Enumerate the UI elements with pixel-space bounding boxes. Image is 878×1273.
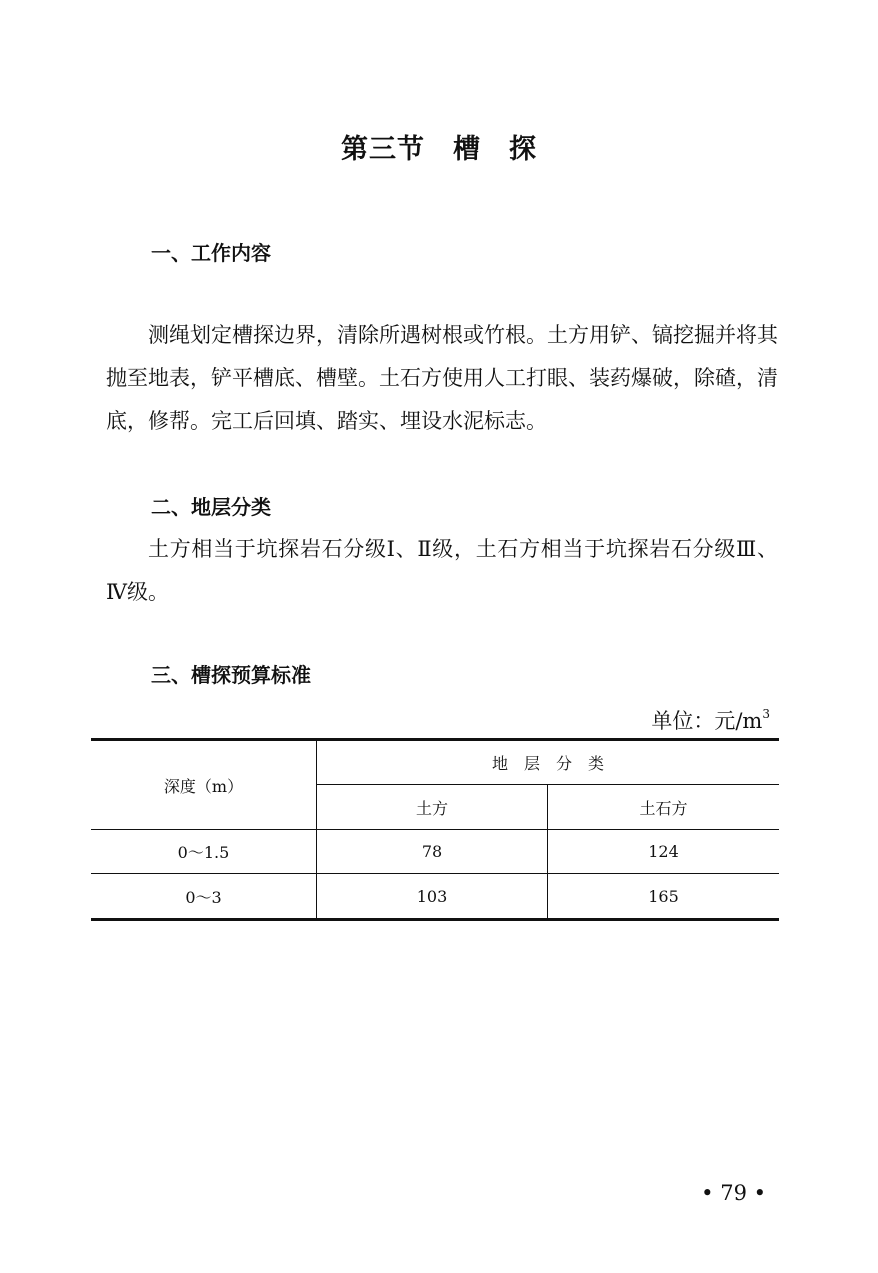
heading-stratum-classification: 二、地层分类 — [151, 495, 271, 519]
page-number: • 79 • — [701, 1181, 766, 1205]
earth-rock-header: 土石方 — [548, 785, 780, 830]
stratum-paragraph: 土方相当于坑探岩石分级Ⅰ、Ⅱ级，土石方相当于坑探岩石分级Ⅲ、Ⅳ级。 — [106, 537, 778, 604]
unit-label — [651, 701, 770, 736]
depth-cell: 0～1.5 — [91, 830, 317, 874]
work-content-paragraph: 测绳划定槽探边界，清除所遇树根或竹根。土方用铲、镐挖掘并将其抛至地表，铲平槽底、槽壁。土石方使用人工打眼、装药爆破，除碴，清底，修帮。完工后回填、踏实、埋设水泥标志。 — [106, 323, 778, 433]
earth-rock-cell: 165 — [548, 874, 780, 920]
unit-superscript: 3 — [762, 707, 770, 721]
depth-header: 深度（m） — [91, 740, 317, 830]
budget-table — [91, 738, 779, 921]
table-row — [91, 830, 779, 874]
earth-cell: 78 — [317, 830, 548, 874]
stratum-group-header: 地 层 分 类 — [317, 740, 780, 785]
depth-cell: 0～3 — [91, 874, 317, 920]
earth-cell: 103 — [317, 874, 548, 920]
heading-budget-standard: 三、槽探预算标准 — [151, 663, 311, 687]
table-row — [91, 874, 779, 920]
table-header-row — [91, 740, 779, 785]
section-title: 第三节 槽 探 — [341, 134, 537, 165]
earth-rock-cell: 124 — [548, 830, 780, 874]
earth-header: 土方 — [317, 785, 548, 830]
unit-text: 单位：元/m — [651, 709, 763, 733]
heading-work-content: 一、工作内容 — [151, 241, 271, 265]
